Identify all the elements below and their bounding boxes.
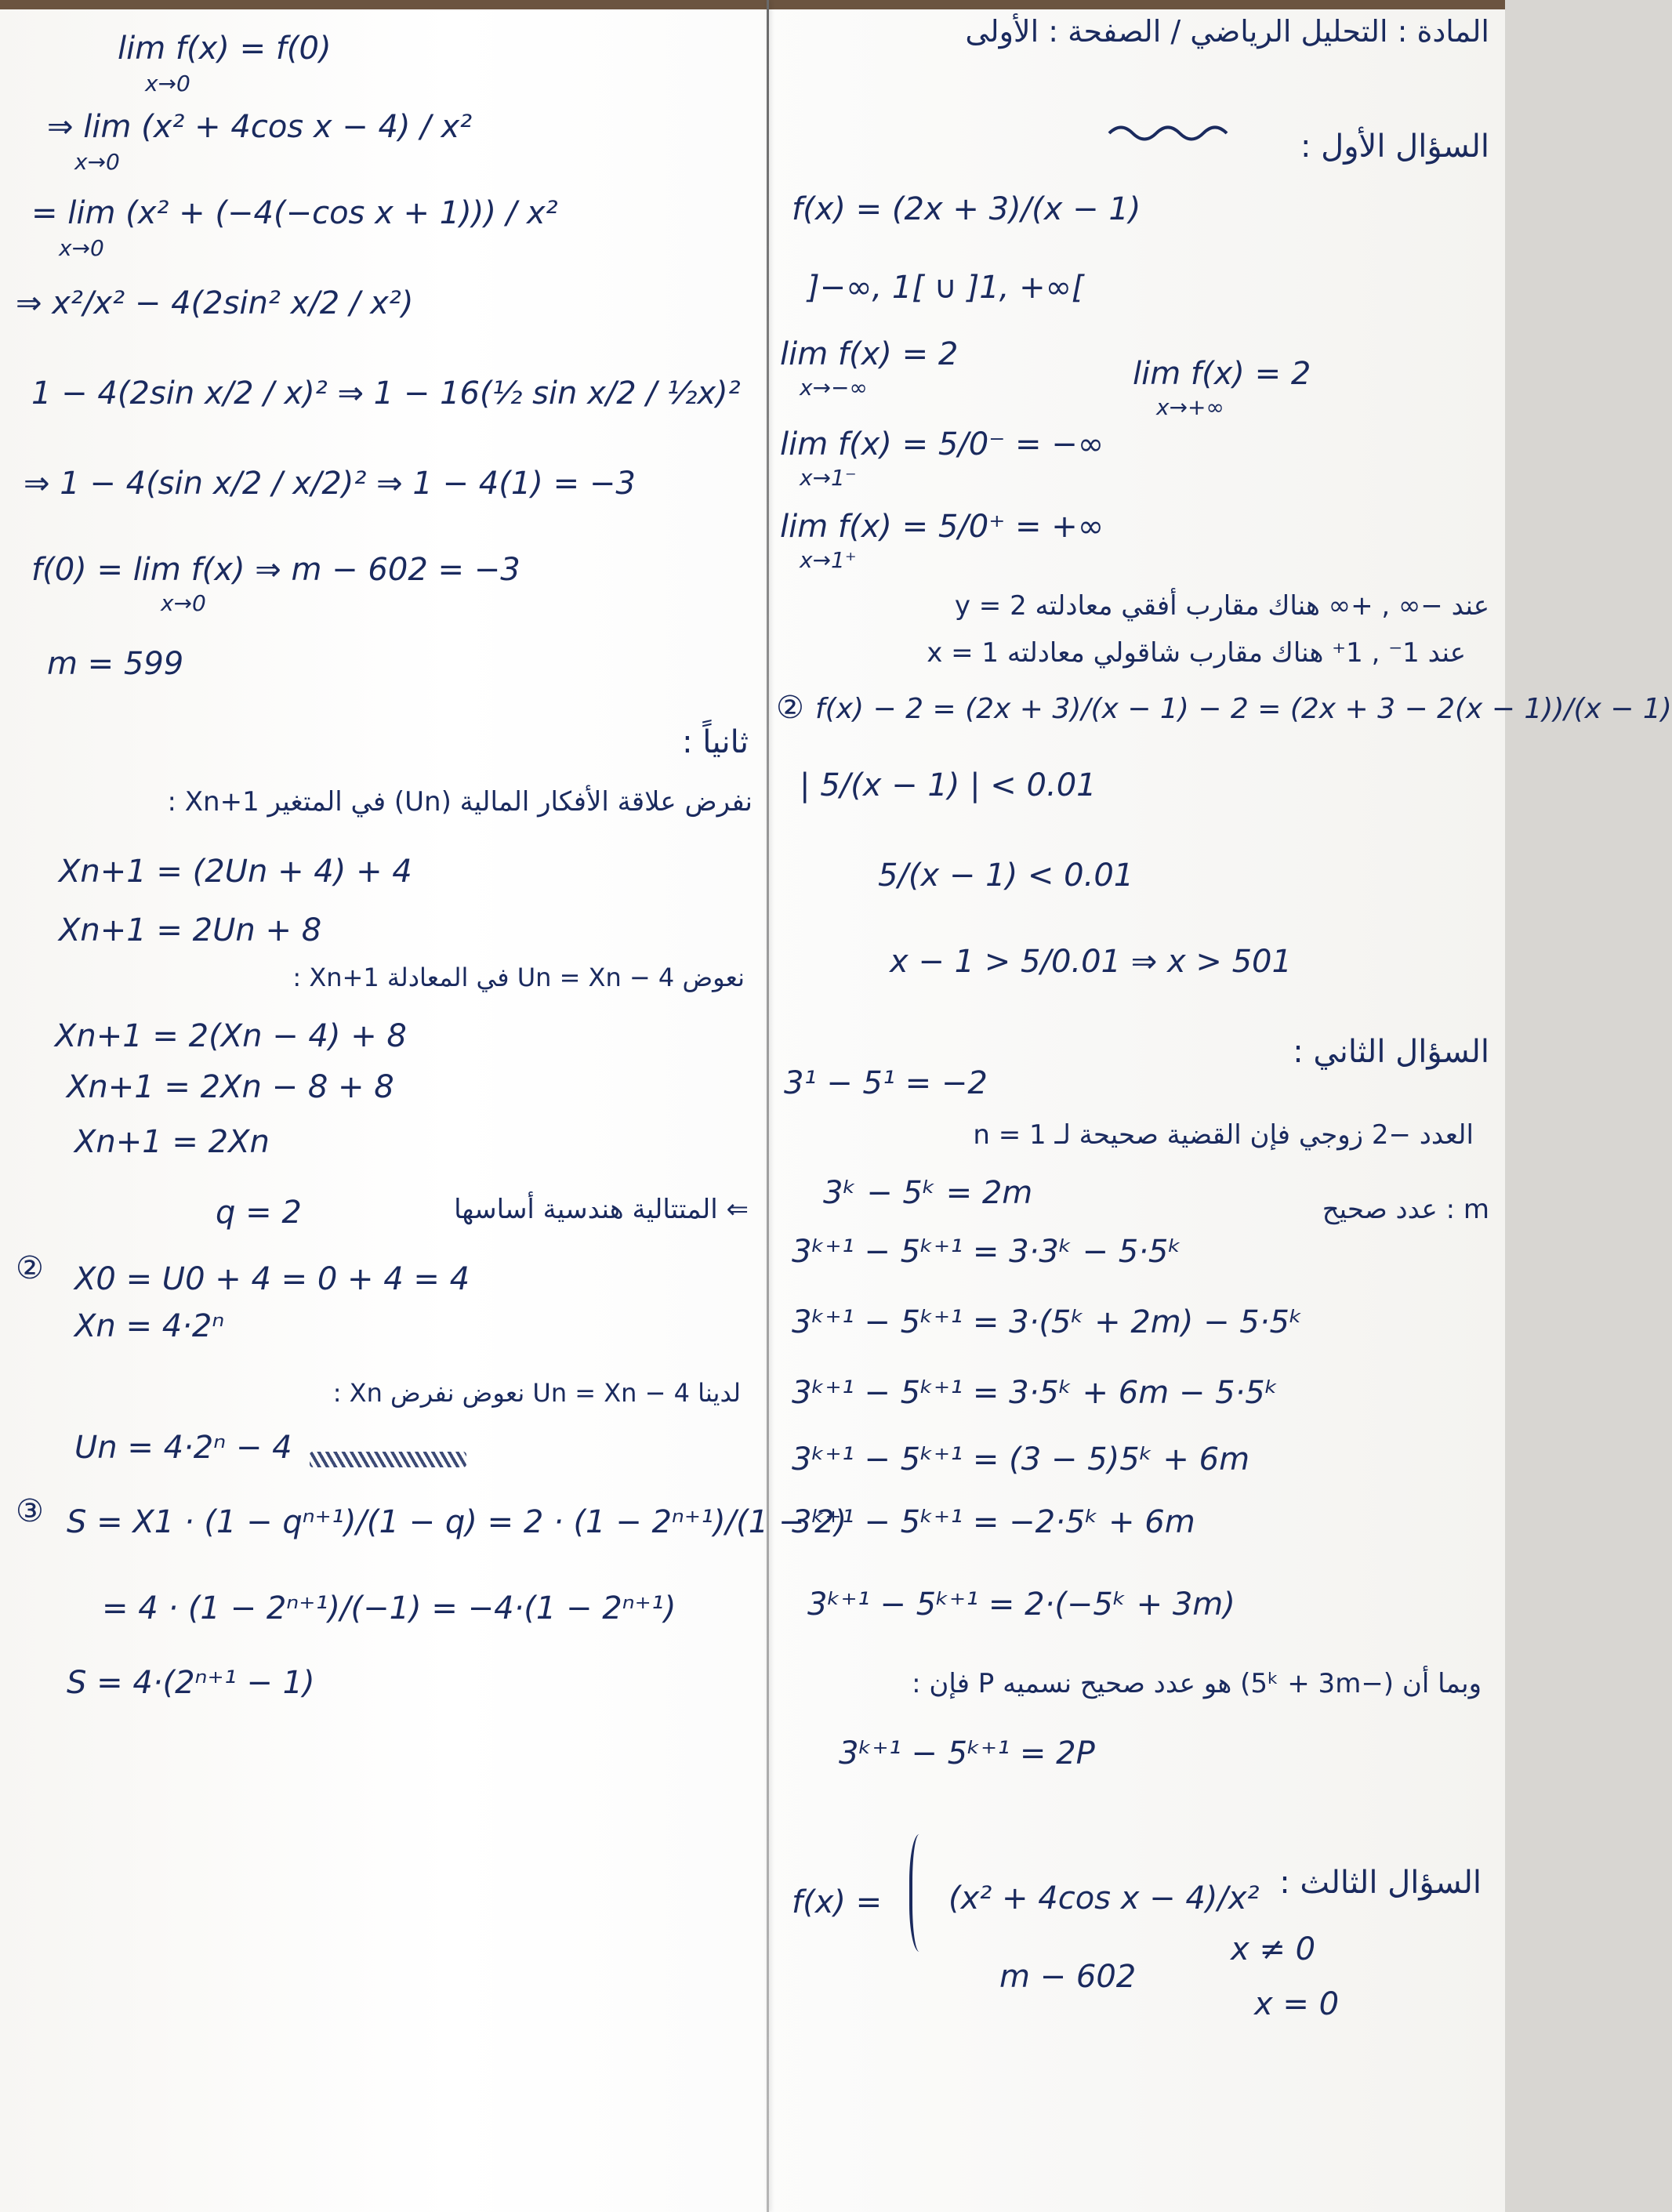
function-def: f(x) = (2x + 3)/(x − 1) [792, 191, 1141, 227]
question-3-heading: السؤال الثالث : [1279, 1865, 1482, 1901]
m-result: m = 599 [47, 646, 184, 682]
domain: ]−∞, 1[ ∪ ]1, +∞[ [807, 270, 1084, 306]
limit-expr-4: 1 − 4(2sin x/2 / x)² ⇒ 1 − 16(½ sin x/2 / ½x)² [31, 375, 741, 412]
piecewise-case-1: (x² + 4cos x − 4)/x² [948, 1880, 1260, 1916]
xn-formula: Xn = 4·2ⁿ [74, 1308, 225, 1344]
induction-step-2: 3ᵏ⁺¹ − 5ᵏ⁺¹ = 3·(5ᵏ + 2m) − 5·5ᵏ [792, 1304, 1303, 1340]
integer-note: m : عدد صحيح [1322, 1194, 1489, 1225]
conclusion-note: وبما أن (−5ᵏ + 3m) هو عدد صحيح نسميه P فإن : [912, 1668, 1482, 1699]
f0-equation: f(0) = lim f(x) ⇒ m − 602 = −3 [31, 552, 520, 588]
un-substitute-note: لدينا Un = Xn − 4 نعوض نفرض Xn : [332, 1378, 741, 1408]
limit-1-plus: lim f(x) = 5/0⁺ = +∞ [780, 509, 1104, 545]
xn-eq-3: Xn+1 = 2(Xn − 4) + 8 [55, 1018, 407, 1054]
piecewise-label: f(x) = [792, 1884, 883, 1920]
page-header: المادة : التحليل الرياضي / الصفحة : الأولى [965, 14, 1489, 49]
xn-eq-2: Xn+1 = 2Un + 8 [59, 912, 322, 948]
limit-plus-inf: lim f(x) = 2 [1133, 356, 1311, 392]
abs-inequality: | 5/(x − 1) | < 0.01 [800, 767, 1097, 803]
crossed-out-text [310, 1452, 466, 1467]
left-column [16, 0, 847, 2212]
piecewise-brace [909, 1834, 934, 1952]
limit-sub: x→+∞ [1156, 394, 1224, 420]
limit-sub: x→0 [145, 71, 190, 96]
sum-result: S = 4·(2ⁿ⁺¹ − 1) [67, 1665, 315, 1701]
inequality: 5/(x − 1) < 0.01 [878, 858, 1134, 894]
inequality-result: x − 1 > 5/0.01 ⇒ x > 501 [890, 944, 1292, 980]
induction-step-4: 3ᵏ⁺¹ − 5ᵏ⁺¹ = (3 − 5)5ᵏ + 6m [792, 1441, 1250, 1478]
geometric-note: ⇐ المتتالية هندسية أساسها [454, 1194, 749, 1225]
limit-sub: x→1⁺ [800, 547, 857, 573]
right-column [776, 0, 1672, 2212]
limit-expr-1: ⇒ lim (x² + 4cos x − 4) / x² [47, 109, 473, 145]
limit-sub: x→0 [74, 149, 120, 175]
xn-eq-5: Xn+1 = 2Xn [74, 1124, 270, 1160]
ratio-value: q = 2 [216, 1195, 302, 1231]
un-formula: Un = 4·2ⁿ − 4 [74, 1430, 292, 1466]
limit-expr-2: = lim (x² + (−4(−cos x + 1))) / x² [31, 195, 558, 231]
base-case: 3¹ − 5¹ = −2 [784, 1065, 988, 1101]
induction-step-1: 3ᵏ⁺¹ − 5ᵏ⁺¹ = 3·3ᵏ − 5·5ᵏ [792, 1234, 1182, 1270]
limit-1-minus: lim f(x) = 5/0⁻ = −∞ [780, 426, 1104, 462]
induction-step-6: 3ᵏ⁺¹ − 5ᵏ⁺¹ = 2·(−5ᵏ + 3m) [807, 1586, 1235, 1623]
limit-expr-5: ⇒ 1 − 4(sin x/2 / x/2)² ⇒ 1 − 4(1) = −3 [24, 466, 636, 502]
limit-sub: x→−∞ [800, 375, 868, 401]
sum-formula-1: S = X1 · (1 − qⁿ⁺¹)/(1 − q) = 2 · (1 − 2ⁿ⁺¹)/(1 − 2) [67, 1504, 847, 1540]
base-case-note: العدد −2 زوجي فإن القضية صحيحة لـ n = 1 [973, 1119, 1474, 1151]
induction-step-5: 3ᵏ⁺¹ − 5ᵏ⁺¹ = −2·5ᵏ + 6m [792, 1504, 1195, 1540]
center-fold [767, 0, 769, 2212]
part-3-marker: ③ [16, 1493, 44, 1529]
part-2-marker: ② [776, 690, 804, 726]
part-2-marker: ② [16, 1250, 44, 1286]
limit-minus-inf: lim f(x) = 2 [780, 336, 959, 372]
difference-expr: f(x) − 2 = (2x + 3)/(x − 1) − 2 = (2x + 3 − 2(x − 1))/(x − 1) [815, 693, 1672, 725]
xn-eq-1: Xn+1 = (2Un + 4) + 4 [59, 854, 412, 890]
piecewise-cond-2: x = 0 [1254, 1986, 1340, 2022]
x0-value: X0 = U0 + 4 = 0 + 4 = 4 [74, 1261, 470, 1297]
vertical-asymptote: عند 1⁻ , 1⁺ هناك مقارب شاقولي معادلته x = 1 [927, 637, 1466, 669]
question-1-heading: السؤال الأول : [1300, 129, 1489, 165]
second-heading: ثانياً : [682, 724, 749, 760]
limit-sub: x→1⁻ [800, 465, 857, 491]
limit-expr-3: ⇒ x²/x² − 4(2sin² x/2 / x²) [16, 285, 414, 321]
limit-sub: x→0 [161, 590, 206, 616]
limit-sub: x→0 [59, 235, 104, 261]
induction-step-3: 3ᵏ⁺¹ − 5ᵏ⁺¹ = 3·5ᵏ + 6m − 5·5ᵏ [792, 1375, 1278, 1411]
piecewise-case-2: m − 602 [999, 1959, 1137, 1995]
xn-eq-4: Xn+1 = 2Xn − 8 + 8 [67, 1069, 394, 1105]
horizontal-asymptote: عند −∞ , +∞ هناك مقارب أفقي معادلته y = 2 [954, 590, 1489, 622]
limit-continuity: lim f(x) = f(0) [118, 31, 332, 67]
question-2-heading: السؤال الثاني : [1293, 1034, 1489, 1070]
sum-formula-2: = 4 · (1 − 2ⁿ⁺¹)/(−1) = −4·(1 − 2ⁿ⁺¹) [102, 1590, 676, 1626]
induction-result: 3ᵏ⁺¹ − 5ᵏ⁺¹ = 2P [839, 1735, 1095, 1771]
substitute-note: نعوض Un = Xn − 4 في المعادلة Xn+1 : [292, 963, 745, 992]
piecewise-cond-1: x ≠ 0 [1231, 1931, 1316, 1967]
wavy-underline [1105, 118, 1239, 141]
assume-relation: نفرض علاقة الأفكار المالية (Un) في المتغير Xn+1 : [167, 786, 753, 818]
hypothesis: 3ᵏ − 5ᵏ = 2m [823, 1175, 1033, 1211]
